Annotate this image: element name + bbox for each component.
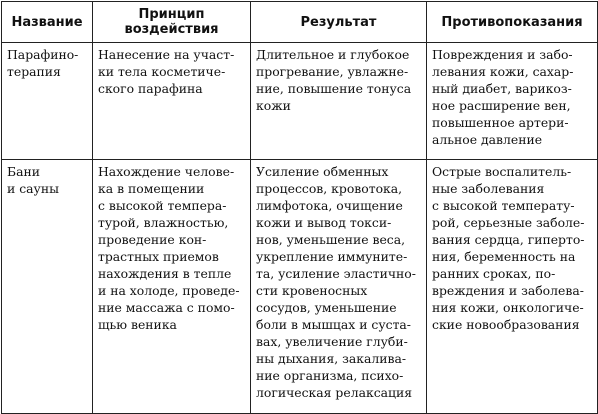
header-contraindications: Противопоказания [427,2,598,43]
cell-principle: Нахождение челове- ка в помещении с высокой темпера- турой, влажностью, проведение кон- трастных приемов нахождения в тепле и на холоде, проведе- ние массажа с помо- щью веника [93,160,251,414]
cell-contraindications: Повреждения и забо- левания кожи, сахар- ный диабет, варикоз- ное расширение вен, повышенное артери- альное давление [427,43,598,160]
cell-principle: Нанесение на участ- ки тела косметиче- ского парафина [93,43,251,160]
cell-name: Парафино- терапия [2,43,93,160]
cell-name: Бани и сауны [2,160,93,414]
table-body [2,43,598,414]
table-row [2,160,598,414]
table-header [2,2,598,43]
cell-result: Длительное и глубокое прогревание, увлажне- ние, повышение тонуса кожи [251,43,427,160]
cell-result: Усиление обменных процессов, кровотока, лимфотока, очищение кожи и вывод токси- нов, уменьшение веса, укрепление иммуните- та, усиление эластично- сти кровеносных сосудов, уменьшение боли в мышцах и суста- вах, увеличение глуби- ны дыхания, закалива- ние организма, психо- логическая релаксация [251,160,427,414]
header-name: Название [2,2,93,43]
header-row [2,2,598,43]
header-result: Результат [251,2,427,43]
cell-contraindications: Острые воспалитель- ные заболевания с высокой температу- рой, серьезные заболе- вания сердца, гиперто- ния, беременность на ранних сроках, по- вреждения и заболева- ния кожи, онкологиче- ские новообразования [427,160,598,414]
procedures-table [1,1,598,414]
header-principle: Принцип воздействия [93,2,251,43]
table-row [2,43,598,160]
